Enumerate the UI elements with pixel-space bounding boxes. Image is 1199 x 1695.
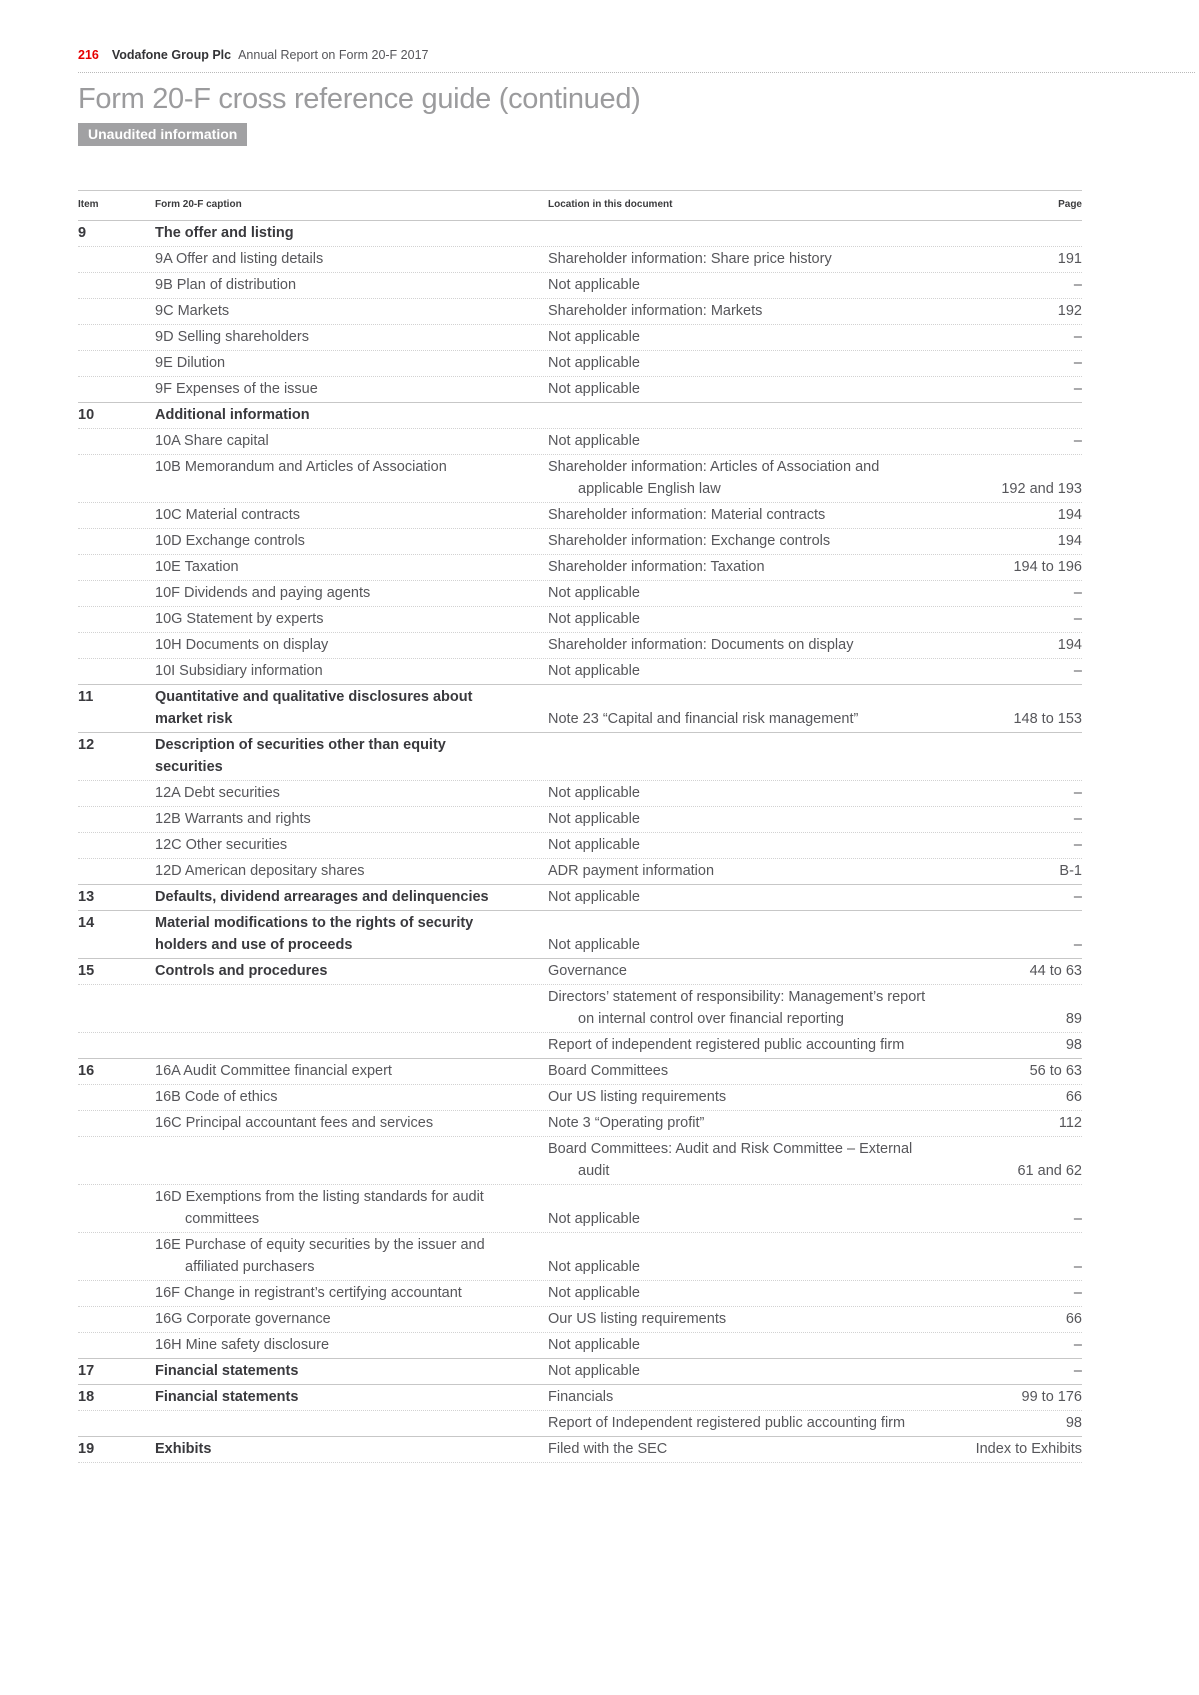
table-row (78, 580, 1082, 606)
caption-cell (155, 634, 548, 656)
location-line: Report of Independent registered public accounting firm (548, 1415, 906, 1431)
table-row (78, 984, 1082, 1032)
table-row (78, 1058, 1082, 1084)
location-line: Not applicable (548, 355, 640, 371)
caption-line: 9C Markets (155, 303, 230, 319)
caption-line: Financial statements (155, 1363, 299, 1379)
location-line: Note 3 “Operating profit” (548, 1115, 705, 1131)
location-cell (548, 1034, 1066, 1056)
page-cell: – (1073, 329, 1082, 345)
location-cell (548, 608, 1074, 630)
page-number: 216 (78, 48, 99, 62)
page-cell: 194 (1057, 637, 1082, 653)
caption-cell (155, 608, 548, 630)
table-row (78, 832, 1082, 858)
page-cell: 66 (1065, 1089, 1082, 1105)
table-row (78, 1358, 1082, 1384)
caption-cell (155, 430, 548, 452)
caption-line: Quantitative and qualitative disclosures about (155, 689, 473, 705)
caption-cell (155, 886, 548, 908)
location-cell (548, 986, 1066, 1030)
location-line: Filed with the SEC (548, 1441, 668, 1457)
caption-line: Defaults, dividend arrearages and delinquencies (155, 889, 489, 905)
item-cell: 15 (78, 963, 95, 979)
caption-cell (155, 808, 548, 830)
caption-line: 12B Warrants and rights (155, 811, 311, 827)
table-row (78, 350, 1082, 376)
item-cell: 14 (78, 915, 95, 931)
caption-line: Exhibits (155, 1441, 212, 1457)
location-cell (548, 1334, 1074, 1356)
caption-line: 10G Statement by experts (155, 611, 324, 627)
table-row (78, 220, 1082, 246)
location-cell (548, 274, 1074, 296)
location-cell (548, 248, 1058, 270)
page-cell: 89 (1065, 1011, 1082, 1027)
report-name: Annual Report on Form 20-F 2017 (238, 48, 429, 62)
location-line: Not applicable (548, 1337, 640, 1353)
caption-line: 9F Expenses of the issue (155, 381, 318, 397)
caption-line: 10F Dividends and paying agents (155, 585, 371, 601)
table-bottom-rule (78, 1462, 1082, 1463)
unaudited-badge: Unaudited information (78, 123, 247, 146)
location-line: Not applicable (548, 937, 640, 953)
location-line: Not applicable (548, 329, 640, 345)
page-cell: – (1073, 937, 1082, 953)
page-cell: – (1073, 355, 1082, 371)
location-line: Shareholder information: Exchange controls (548, 533, 831, 549)
caption-line: 16B Code of ethics (155, 1089, 278, 1105)
caption-line: 16C Principal accountant fees and services (155, 1115, 434, 1131)
caption-line: 10B Memorandum and Articles of Association (155, 459, 447, 475)
item-cell: 17 (78, 1363, 95, 1379)
location-line: Note 23 “Capital and financial risk management” (548, 711, 859, 727)
page-cell: 192 (1057, 303, 1082, 319)
page-cell: 148 to 153 (1013, 711, 1082, 727)
table-row (78, 1032, 1082, 1058)
table-row (78, 272, 1082, 298)
item-cell: 9 (78, 225, 87, 241)
caption-cell (155, 1334, 548, 1356)
caption-line: 12C Other securities (155, 837, 288, 853)
page-cell: 194 (1057, 507, 1082, 523)
column-header-location: Location in this document (548, 199, 673, 210)
caption-line: holders and use of proceeds (155, 937, 353, 953)
caption-line: Controls and procedures (155, 963, 328, 979)
caption-cell (155, 734, 548, 778)
caption-cell (155, 1060, 548, 1082)
caption-cell (155, 274, 548, 296)
table-row (78, 528, 1082, 554)
page-cell: 112 (1058, 1115, 1082, 1131)
caption-line: 9D Selling shareholders (155, 329, 309, 345)
table-row (78, 858, 1082, 884)
caption-line: 10E Taxation (155, 559, 239, 575)
item-cell: 13 (78, 889, 95, 905)
page-cell: – (1073, 1337, 1082, 1353)
caption-line: 10D Exchange controls (155, 533, 305, 549)
page-cell: 66 (1065, 1311, 1082, 1327)
page-cell: 99 to 176 (1021, 1389, 1082, 1405)
location-line: Shareholder information: Markets (548, 303, 763, 319)
caption-cell (155, 404, 548, 426)
table-row (78, 1232, 1082, 1280)
caption-cell (155, 1438, 548, 1460)
caption-line: 9B Plan of distribution (155, 277, 297, 293)
caption-cell (155, 660, 548, 682)
location-line: Governance (548, 963, 627, 979)
caption-cell (155, 530, 548, 552)
table-row (78, 1184, 1082, 1232)
table-row (78, 806, 1082, 832)
location-cell (548, 1208, 1074, 1230)
caption-line: 16D Exemptions from the listing standards for audit (155, 1189, 484, 1205)
caption-cell (155, 326, 548, 348)
location-cell (548, 708, 1013, 730)
location-cell (548, 352, 1074, 374)
caption-line: 10A Share capital (155, 433, 269, 449)
page-cell: – (1073, 837, 1082, 853)
location-line: Directors’ statement of responsibility: Management’s report (548, 989, 926, 1005)
caption-cell (155, 686, 548, 730)
caption-line: 9A Offer and listing details (155, 251, 324, 267)
caption-cell (155, 504, 548, 526)
location-cell (548, 934, 1074, 956)
page-cell: – (1073, 277, 1082, 293)
location-cell (548, 860, 1059, 882)
page-cell: 194 to 196 (1013, 559, 1082, 575)
page-cell: – (1073, 381, 1082, 397)
table-row (78, 298, 1082, 324)
location-line: Board Committees: Audit and Risk Committee – External (548, 1141, 913, 1157)
table-row (78, 376, 1082, 402)
caption-line: Material modifications to the rights of security (155, 915, 474, 931)
table-row (78, 246, 1082, 272)
page-cell: – (1073, 811, 1082, 827)
location-line: Not applicable (548, 1285, 640, 1301)
caption-line: 16F Change in registrant’s certifying accountant (155, 1285, 462, 1301)
location-line: Our US listing requirements (548, 1311, 727, 1327)
page-cell: B-1 (1059, 863, 1082, 879)
caption-cell (155, 860, 548, 882)
item-cell: 11 (78, 689, 94, 705)
caption-line: 12D American depositary shares (155, 863, 365, 879)
caption-cell (155, 582, 548, 604)
item-cell: 16 (78, 1063, 95, 1079)
table-row (78, 910, 1082, 958)
caption-cell (155, 782, 548, 804)
caption-line: The offer and listing (155, 225, 294, 241)
location-cell (548, 582, 1074, 604)
location-cell (548, 1308, 1066, 1330)
page-cell: – (1073, 785, 1082, 801)
location-line: Not applicable (548, 611, 640, 627)
caption-line: 10H Documents on display (155, 637, 329, 653)
table-row (78, 1332, 1082, 1358)
caption-cell (155, 1086, 548, 1108)
location-cell (548, 556, 1013, 578)
location-line: ADR payment information (548, 863, 715, 879)
table-row (78, 1306, 1082, 1332)
caption-line: 10I Subsidiary information (155, 663, 323, 679)
page-cell: – (1073, 663, 1082, 679)
caption-line: Additional information (155, 407, 310, 423)
location-line: Not applicable (548, 381, 640, 397)
location-cell (548, 1256, 1074, 1278)
page-cell: – (1073, 889, 1082, 905)
table-header-row (78, 191, 1082, 220)
caption-line: Description of securities other than equity (155, 737, 446, 753)
location-line: Not applicable (548, 277, 640, 293)
page-title: Form 20-F cross reference guide (continued) (78, 83, 641, 115)
caption-line: committees (185, 1211, 260, 1227)
page-cell: – (1073, 1363, 1082, 1379)
location-cell (548, 1438, 976, 1460)
item-cell: 12 (78, 737, 95, 753)
location-line: Not applicable (548, 811, 640, 827)
caption-cell (155, 912, 548, 956)
location-cell (548, 1060, 1030, 1082)
location-cell (548, 326, 1074, 348)
caption-line: 16A Audit Committee financial expert (155, 1063, 392, 1079)
item-cell: 18 (78, 1389, 95, 1405)
caption-cell (155, 1234, 548, 1278)
caption-cell (155, 300, 548, 322)
table-row (78, 606, 1082, 632)
table-row (78, 1110, 1082, 1136)
caption-line: 9E Dilution (155, 355, 226, 371)
caption-cell (155, 1186, 548, 1230)
caption-cell (155, 556, 548, 578)
location-cell (548, 634, 1058, 656)
caption-cell (155, 456, 548, 478)
location-line: Our US listing requirements (548, 1089, 727, 1105)
running-header (78, 48, 1195, 73)
location-line: Shareholder information: Material contracts (548, 507, 826, 523)
location-cell (548, 808, 1074, 830)
page-cell: – (1073, 1285, 1082, 1301)
table-row (78, 1436, 1082, 1462)
caption-line: 16G Corporate governance (155, 1311, 331, 1327)
caption-cell (155, 248, 548, 270)
location-cell (548, 456, 1001, 500)
page-cell: 192 and 193 (1001, 481, 1082, 497)
item-cell: 10 (78, 407, 95, 423)
location-line: audit (578, 1163, 610, 1179)
location-cell (548, 1360, 1074, 1382)
page-cell: 44 to 63 (1029, 963, 1082, 979)
table-row (78, 1280, 1082, 1306)
caption-cell (155, 1360, 548, 1382)
table-row (78, 632, 1082, 658)
table-row (78, 958, 1082, 984)
table-row (78, 428, 1082, 454)
location-line: Not applicable (548, 837, 640, 853)
caption-line: market risk (155, 711, 233, 727)
cross-reference-table (78, 190, 1082, 1463)
location-cell (548, 530, 1058, 552)
page-cell: 61 and 62 (1017, 1163, 1082, 1179)
item-cell: 19 (78, 1441, 95, 1457)
page-cell: – (1073, 1259, 1082, 1275)
table-row (78, 324, 1082, 350)
caption-cell (155, 378, 548, 400)
caption-line: 10C Material contracts (155, 507, 301, 523)
location-line: Not applicable (548, 1211, 640, 1227)
location-cell (548, 960, 1030, 982)
page-cell: 191 (1057, 251, 1082, 267)
page-cell: 56 to 63 (1029, 1063, 1082, 1079)
location-cell (548, 782, 1074, 804)
location-cell (548, 1282, 1074, 1304)
page-cell: – (1073, 585, 1082, 601)
table-row (78, 554, 1082, 580)
caption-line: Financial statements (155, 1389, 299, 1405)
location-line: applicable English law (578, 481, 721, 497)
caption-cell (155, 834, 548, 856)
location-line: Not applicable (548, 433, 640, 449)
table-row (78, 1084, 1082, 1110)
caption-cell (155, 960, 548, 982)
location-cell (548, 1138, 1017, 1182)
page-cell: – (1073, 433, 1082, 449)
location-line: Not applicable (548, 785, 640, 801)
caption-line: securities (155, 759, 223, 775)
page-cell: 98 (1065, 1037, 1082, 1053)
location-line: Shareholder information: Taxation (548, 559, 765, 575)
location-cell (548, 1086, 1066, 1108)
page-cell: Index to Exhibits (975, 1441, 1082, 1457)
location-line: Not applicable (548, 585, 640, 601)
location-line: Not applicable (548, 889, 640, 905)
table-body (78, 220, 1082, 1462)
table-row (78, 780, 1082, 806)
location-cell (548, 430, 1074, 452)
company-name: Vodafone Group Plc (111, 48, 232, 62)
caption-cell (155, 222, 548, 244)
location-cell (548, 378, 1074, 400)
page-cell: 194 (1057, 533, 1082, 549)
table-row (78, 402, 1082, 428)
location-line: Report of independent registered public accounting firm (548, 1037, 905, 1053)
location-cell (548, 886, 1074, 908)
location-cell (548, 504, 1058, 526)
column-header-caption: Form 20-F caption (155, 199, 242, 210)
location-cell (548, 300, 1058, 322)
location-line: Not applicable (548, 1363, 640, 1379)
caption-cell (155, 352, 548, 374)
page-cell: – (1073, 611, 1082, 627)
location-cell (548, 1386, 1022, 1408)
column-header-item: Item (78, 199, 99, 210)
page-cell: 98 (1065, 1415, 1082, 1431)
location-cell (548, 1112, 1059, 1134)
location-line: on internal control over financial reporting (578, 1011, 844, 1027)
location-line: Shareholder information: Articles of Association and (548, 459, 880, 475)
caption-line: 16E Purchase of equity securities by the issuer and (155, 1237, 485, 1253)
table-row (78, 1384, 1082, 1410)
caption-cell (155, 1308, 548, 1330)
location-line: Not applicable (548, 663, 640, 679)
location-cell (548, 834, 1074, 856)
caption-line: affiliated purchasers (185, 1259, 315, 1275)
table-row (78, 1410, 1082, 1436)
location-line: Shareholder information: Share price history (548, 251, 832, 267)
location-line: Financials (548, 1389, 614, 1405)
table-row (78, 1136, 1082, 1184)
caption-cell (155, 1112, 548, 1134)
table-row (78, 502, 1082, 528)
table-row (78, 884, 1082, 910)
caption-line: 12A Debt securities (155, 785, 280, 801)
table-row (78, 454, 1082, 502)
table-row (78, 684, 1082, 732)
location-line: Board Committees (548, 1063, 669, 1079)
column-header-page: Page (1058, 199, 1082, 210)
page-cell: – (1073, 1211, 1082, 1227)
caption-cell (155, 1386, 548, 1408)
location-cell (548, 1412, 1066, 1434)
table-row (78, 732, 1082, 780)
caption-cell (155, 1282, 548, 1304)
location-cell (548, 660, 1074, 682)
location-line: Not applicable (548, 1259, 640, 1275)
location-line: Shareholder information: Documents on display (548, 637, 854, 653)
table-row (78, 658, 1082, 684)
caption-line: 16H Mine safety disclosure (155, 1337, 330, 1353)
